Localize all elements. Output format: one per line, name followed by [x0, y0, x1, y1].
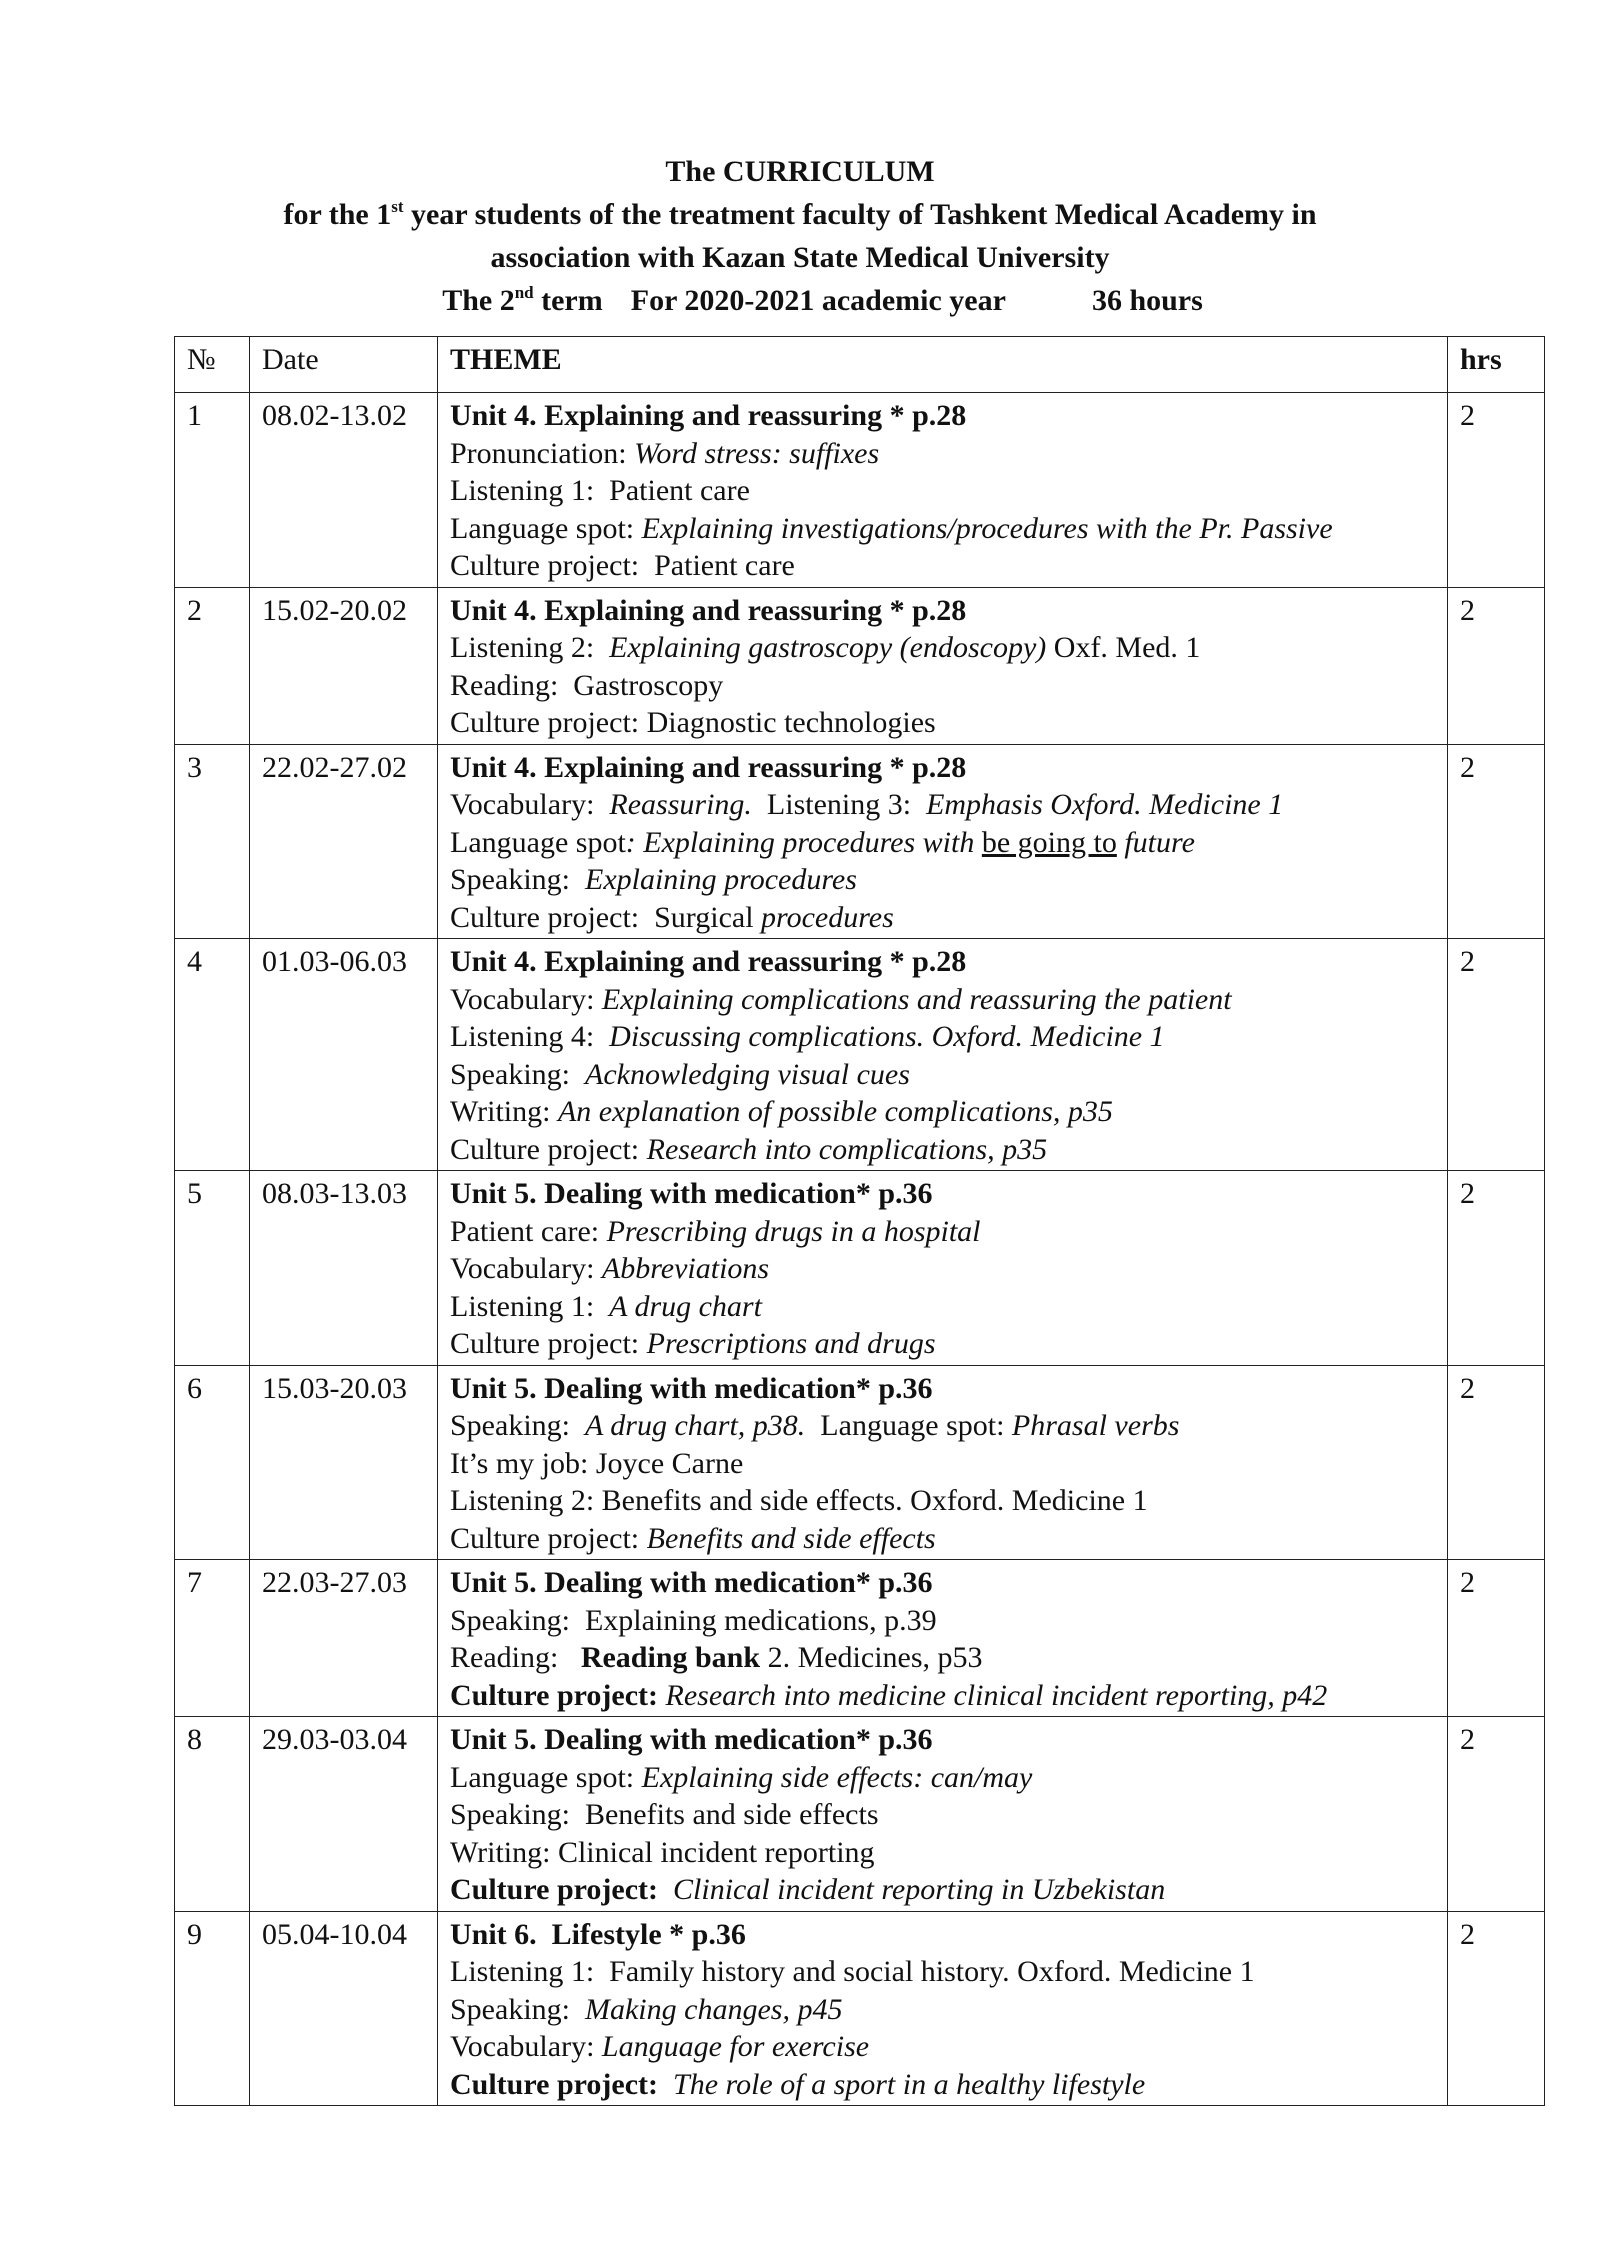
theme-text: Explaining investigations/procedures with the Pr. Passive — [641, 511, 1333, 545]
theme-line — [450, 861, 1435, 899]
theme-line — [450, 704, 1435, 742]
theme-line — [450, 1250, 1435, 1288]
doc-association-line: association with Kazan State Medical University — [490, 241, 1110, 274]
row-hours: 2 — [1448, 1365, 1545, 1560]
row-hours: 2 — [1448, 1171, 1545, 1366]
theme-line — [450, 749, 1435, 787]
theme-line — [450, 1916, 1435, 1954]
theme-line — [450, 510, 1435, 548]
row-number: 7 — [175, 1560, 250, 1717]
theme-line — [450, 981, 1435, 1019]
theme-line — [450, 397, 1435, 435]
theme-line — [450, 1564, 1435, 1602]
subtitle-part-b: year students of the treatment faculty of Tashkent Medical Academy in — [403, 198, 1317, 231]
theme-line — [450, 1602, 1435, 1640]
theme-line — [450, 667, 1435, 705]
theme-text: Unit 4. Explaining and reassuring * p.28 — [450, 750, 967, 784]
theme-text: Listening 2: — [450, 631, 610, 664]
doc-subtitle-line — [0, 193, 1600, 236]
theme-text: Abbreviations — [601, 1252, 770, 1285]
theme-text: Reading: — [450, 1641, 581, 1674]
table-row — [175, 1911, 1545, 2106]
theme-text: Listening 3: — [751, 788, 927, 821]
theme-line — [450, 1056, 1435, 1094]
academic-year: For 2020-2021 academic year — [630, 284, 1006, 317]
theme-text: Reading bank — [580, 1641, 761, 1674]
row-theme — [438, 1717, 1448, 1912]
theme-line — [450, 1677, 1435, 1715]
theme-text: Speaking: — [450, 1057, 585, 1091]
theme-text: Pronunciation: — [450, 436, 635, 470]
row-hours: 2 — [1448, 587, 1545, 744]
theme-text: Unit 5. Dealing with medication* p.36 — [450, 1177, 933, 1210]
row-hours: 2 — [1448, 1560, 1545, 1717]
term-line — [0, 279, 1600, 322]
theme-text: A drug chart, p38. — [585, 1409, 806, 1442]
theme-line — [450, 472, 1435, 510]
theme-line — [450, 435, 1435, 473]
row-number: 4 — [175, 939, 250, 1171]
theme-text: Benefits and side effects — [646, 1521, 936, 1555]
row-number: 8 — [175, 1717, 250, 1912]
term-part-a: The 2 — [442, 284, 515, 317]
theme-text: Explaining side effects: can/may — [641, 1760, 1033, 1794]
theme-line — [450, 943, 1435, 981]
table-row — [175, 1365, 1545, 1560]
theme-line — [450, 2028, 1435, 2066]
theme-text: Unit 5. Dealing with medication* p.36 — [450, 1371, 933, 1405]
row-date: 22.02-27.02 — [250, 744, 438, 939]
theme-text: 2. Medicines, p53 — [760, 1641, 983, 1674]
curriculum-table — [174, 336, 1545, 2106]
theme-line — [450, 1288, 1435, 1326]
theme-text: Culture project: — [450, 1521, 647, 1555]
theme-line — [450, 1639, 1435, 1677]
term-ordinal-suffix: nd — [514, 283, 534, 302]
theme-line — [450, 1520, 1435, 1558]
theme-text: Language spot: — [450, 511, 642, 545]
row-date: 05.04-10.04 — [250, 1911, 438, 2106]
theme-text — [658, 1873, 673, 1906]
theme-text: Explaining gastroscopy (endoscopy) — [609, 631, 1047, 664]
theme-text: Research into complications, p35 — [646, 1132, 1048, 1166]
row-theme — [438, 1560, 1448, 1717]
theme-text: Vocabulary: — [450, 2030, 602, 2063]
theme-text: Language spot: — [450, 1760, 642, 1794]
col-header-number: № — [175, 337, 250, 393]
theme-line — [450, 1175, 1435, 1213]
theme-text: Speaking: Explaining medications, p.39 — [450, 1603, 937, 1637]
document-header — [0, 150, 1600, 322]
theme-text: Culture project: — [450, 1132, 647, 1166]
col-header-hours: hrs — [1448, 337, 1545, 393]
theme-text: Acknowledging visual cues — [585, 1057, 910, 1091]
theme-text: Prescribing drugs in a hospital — [606, 1214, 981, 1248]
theme-text: Culture project: — [450, 2067, 659, 2101]
theme-line — [450, 1796, 1435, 1834]
table-row — [175, 1717, 1545, 1912]
term-part-b: term — [533, 284, 603, 317]
row-date: 15.03-20.03 — [250, 1365, 438, 1560]
theme-line — [450, 1213, 1435, 1251]
row-date: 22.03-27.03 — [250, 1560, 438, 1717]
theme-text: An explanation of possible complications, p35 — [557, 1095, 1113, 1128]
theme-line — [450, 592, 1435, 630]
theme-text: Listening 2: Benefits and side effects. Oxford. Medicine 1 — [450, 1484, 1148, 1517]
table-row — [175, 939, 1545, 1171]
col-header-date: Date — [250, 337, 438, 393]
table-row — [175, 744, 1545, 939]
theme-text: Emphasis Oxford. Medicine 1 — [926, 788, 1284, 821]
theme-text: Vocabulary: — [450, 982, 602, 1016]
theme-text: Explaining complications and reassuring the patient — [601, 982, 1232, 1016]
theme-text: Discussing complications. Oxford. Medicine 1 — [609, 1020, 1165, 1053]
row-number: 1 — [175, 393, 250, 588]
theme-line — [450, 1759, 1435, 1797]
theme-line — [450, 1131, 1435, 1169]
theme-text: The role of a sport in a healthy lifestyle — [673, 2067, 1146, 2101]
row-date: 08.02-13.02 — [250, 393, 438, 588]
theme-line — [450, 786, 1435, 824]
theme-text: It’s my job: Joyce Carne — [450, 1446, 744, 1480]
theme-line — [450, 1370, 1435, 1408]
theme-text: Listening 4: — [450, 1020, 610, 1053]
theme-line — [450, 1871, 1435, 1909]
doc-title: The CURRICULUM — [665, 155, 935, 188]
theme-text: Listening 1: — [450, 1289, 610, 1323]
row-hours: 2 — [1448, 939, 1545, 1171]
theme-text: Vocabulary: — [450, 1252, 602, 1285]
theme-text: be going to — [981, 825, 1117, 859]
row-date: 15.02-20.02 — [250, 587, 438, 744]
theme-line — [450, 547, 1435, 585]
theme-text: Patient care: — [450, 1214, 607, 1248]
ordinal-suffix: st — [391, 197, 404, 216]
theme-text: Unit 6. Lifestyle * p.36 — [450, 1917, 746, 1951]
row-theme — [438, 744, 1448, 939]
theme-text: Explaining procedures — [585, 863, 857, 896]
table-row — [175, 587, 1545, 744]
row-theme — [438, 1171, 1448, 1366]
theme-text: procedures — [761, 900, 894, 934]
theme-text: Listening 1: Family history and social history. Oxford. Medicine 1 — [450, 1955, 1255, 1988]
theme-text: Language spot — [450, 825, 626, 859]
theme-text: Oxf. Med. 1 — [1046, 631, 1201, 664]
row-hours: 2 — [1448, 1717, 1545, 1912]
total-hours: 36 hours — [1091, 284, 1203, 317]
theme-line — [450, 1953, 1435, 1991]
row-theme — [438, 1911, 1448, 2106]
row-number: 3 — [175, 744, 250, 939]
theme-text: Speaking: — [450, 1409, 585, 1442]
theme-text: Prescriptions and drugs — [646, 1327, 936, 1360]
theme-text: : Explaining procedures with — [625, 825, 982, 859]
theme-text: Culture project: Surgical — [450, 900, 762, 934]
theme-text: Phrasal verbs — [1011, 1409, 1180, 1442]
row-hours: 2 — [1448, 1911, 1545, 2106]
theme-line — [450, 824, 1435, 862]
row-hours: 2 — [1448, 744, 1545, 939]
table-row — [175, 393, 1545, 588]
row-number: 9 — [175, 1911, 250, 2106]
col-header-theme: THEME — [438, 337, 1448, 393]
theme-text: Language spot: — [805, 1409, 1012, 1442]
theme-text: Language for exercise — [601, 2030, 870, 2063]
theme-text: Writing: Clinical incident reporting — [450, 1835, 875, 1869]
row-date: 29.03-03.04 — [250, 1717, 438, 1912]
theme-text: Unit 4. Explaining and reassuring * p.28 — [450, 945, 967, 978]
theme-text: Culture project: Patient care — [450, 549, 795, 582]
table-row — [175, 1560, 1545, 1717]
theme-text: Writing: — [450, 1095, 558, 1128]
row-hours: 2 — [1448, 393, 1545, 588]
theme-text: Unit 4. Explaining and reassuring * p.28 — [450, 399, 967, 432]
theme-text: future — [1116, 825, 1195, 859]
row-theme — [438, 587, 1448, 744]
theme-text: Vocabulary: — [450, 788, 610, 821]
theme-line — [450, 1407, 1435, 1445]
theme-line — [450, 1093, 1435, 1131]
theme-line — [450, 2066, 1435, 2104]
theme-text: Speaking: Benefits and side effects — [450, 1798, 879, 1831]
theme-text: Reassuring. — [609, 788, 752, 821]
subtitle-part-a: for the 1 — [283, 198, 392, 231]
theme-text: Listening 1: Patient care — [450, 474, 750, 507]
table-header-row — [175, 337, 1545, 393]
theme-text: Clinical incident reporting in Uzbekistan — [673, 1873, 1166, 1906]
theme-text: Research into medicine clinical incident reporting, p42 — [665, 1678, 1328, 1712]
theme-line — [450, 1482, 1435, 1520]
theme-text: Unit 5. Dealing with medication* p.36 — [450, 1566, 933, 1599]
theme-line — [450, 1991, 1435, 2029]
row-theme — [438, 939, 1448, 1171]
theme-text: Word stress: suffixes — [634, 436, 880, 470]
theme-text: Reading: Gastroscopy — [450, 668, 724, 702]
theme-text — [658, 2068, 673, 2101]
theme-text: Culture project: — [450, 1678, 659, 1712]
theme-line — [450, 1834, 1435, 1872]
theme-text: Culture project: — [450, 1327, 647, 1360]
theme-line — [450, 1721, 1435, 1759]
theme-text: Unit 5. Dealing with medication* p.36 — [450, 1723, 933, 1756]
row-theme — [438, 393, 1448, 588]
row-number: 6 — [175, 1365, 250, 1560]
row-theme — [438, 1365, 1448, 1560]
table-row — [175, 1171, 1545, 1366]
row-date: 01.03-06.03 — [250, 939, 438, 1171]
theme-text — [658, 1679, 666, 1712]
theme-line — [450, 899, 1435, 937]
theme-text: Unit 4. Explaining and reassuring * p.28 — [450, 593, 967, 627]
theme-line — [450, 629, 1435, 667]
row-date: 08.03-13.03 — [250, 1171, 438, 1366]
row-number: 5 — [175, 1171, 250, 1366]
theme-text: Culture project: — [450, 1873, 659, 1906]
theme-text: Speaking: — [450, 863, 585, 896]
theme-text: Speaking: — [450, 1992, 585, 2026]
row-number: 2 — [175, 587, 250, 744]
theme-line — [450, 1445, 1435, 1483]
theme-text: Culture project: Diagnostic technologies — [450, 706, 936, 739]
theme-text: A drug chart — [609, 1289, 762, 1323]
theme-line — [450, 1018, 1435, 1056]
theme-text: Making changes, p45 — [585, 1992, 843, 2026]
theme-line — [450, 1325, 1435, 1363]
